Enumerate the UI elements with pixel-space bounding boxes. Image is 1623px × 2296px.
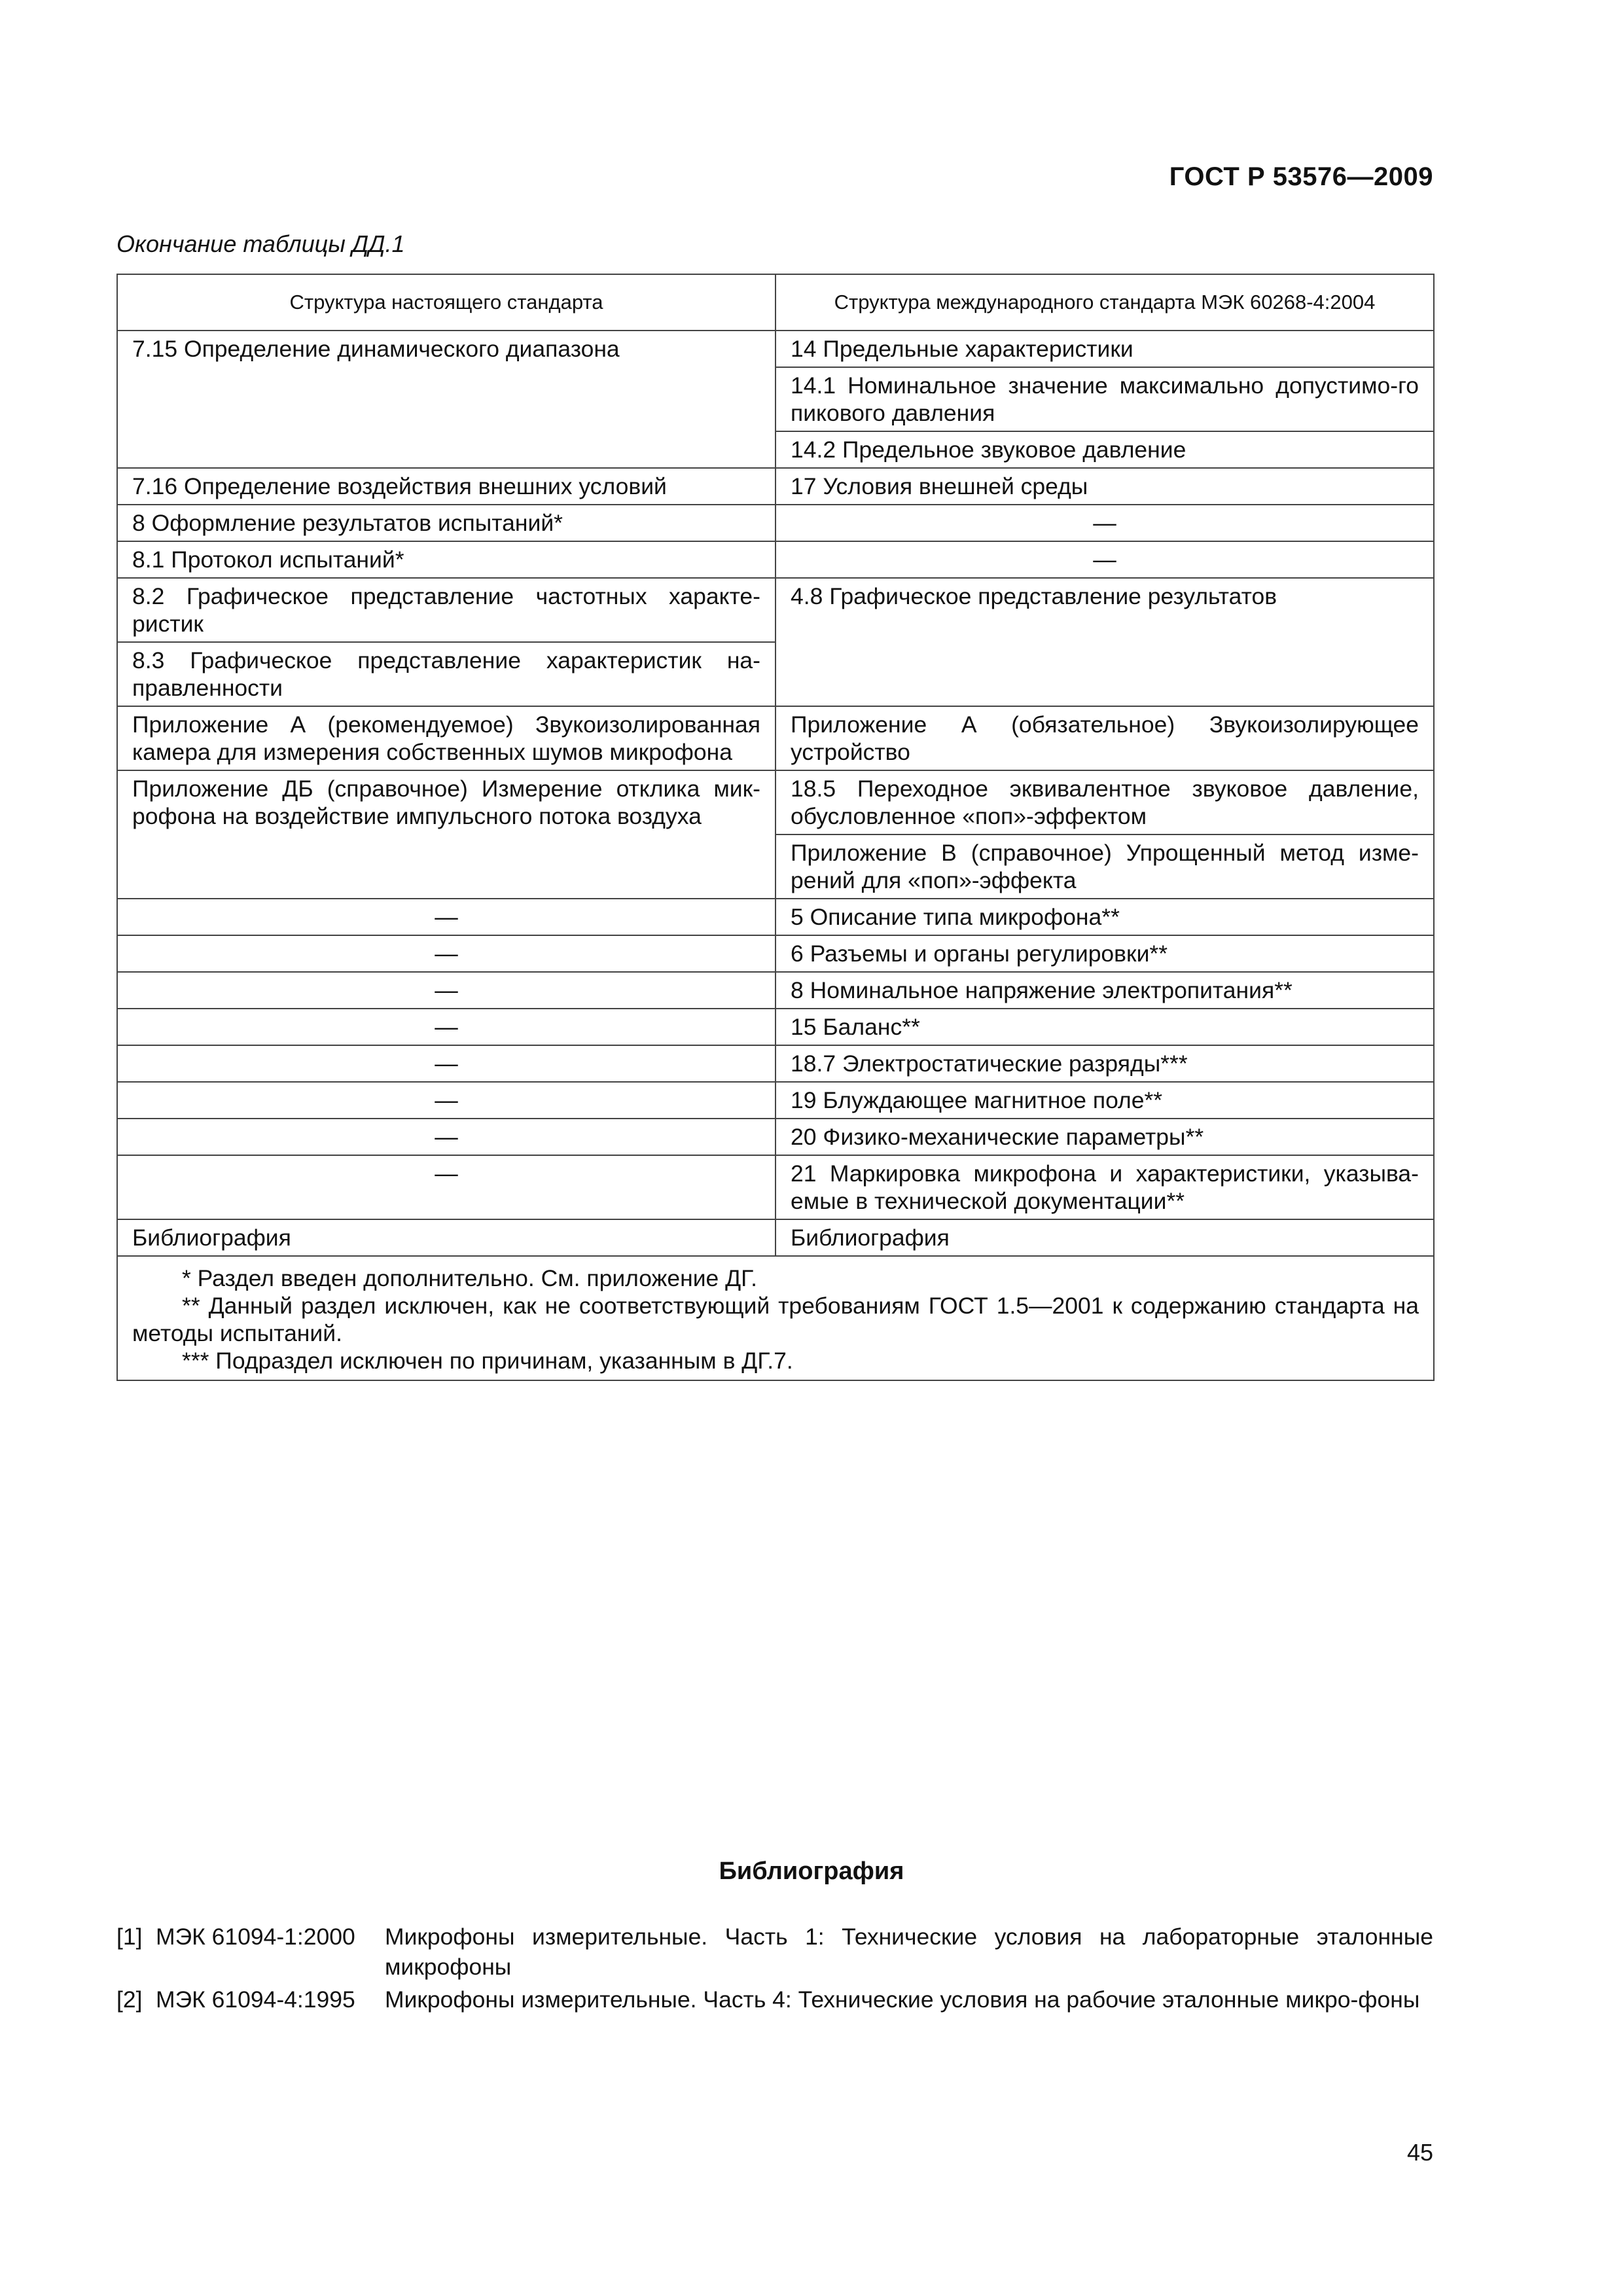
table-cell-right: Библиография	[776, 1219, 1434, 1256]
table-cell-left: —	[117, 935, 776, 972]
table-row	[117, 1082, 1434, 1119]
table-notes-row	[117, 1256, 1434, 1380]
table-header-row	[117, 274, 1434, 331]
table-cell-right: Приложение В (справочное) Упрощенный метод изме-рений для «поп»-эффекта	[776, 834, 1434, 899]
table-row	[117, 972, 1434, 1009]
table-cell-right: 20 Физико-механические параметры**	[776, 1119, 1434, 1155]
column-header-current-standard: Структура настоящего стандарта	[117, 274, 776, 331]
table-row	[117, 899, 1434, 935]
table-row	[117, 1009, 1434, 1045]
table-cell-right: 14.2 Предельное звуковое давление	[776, 431, 1434, 468]
table-cell-right: 18.5 Переходное эквивалентное звуковое давление, обусловленное «поп»-эффектом	[776, 770, 1434, 834]
table-cell-left: Приложение ДБ (справочное) Измерение отклика мик-рофона на воздействие импульсного потока воздуха	[117, 770, 776, 899]
table-notes	[117, 1256, 1434, 1380]
table-row	[117, 770, 1434, 834]
table-row	[117, 541, 1434, 578]
table-cell-right: 6 Разъемы и органы регулировки**	[776, 935, 1434, 972]
bibliography-item-text: Микрофоны измерительные. Часть 1: Технические условия на лабораторные эталонные микрофоны	[385, 1924, 1433, 1980]
table-cell-right: 14.1 Номинальное значение максимально допустимо-го пикового давления	[776, 367, 1434, 431]
table-cell-right: 17 Условия внешней среды	[776, 468, 1434, 505]
table-cell-left: 7.16 Определение воздействия внешних условий	[117, 468, 776, 505]
table-row	[117, 468, 1434, 505]
table-row	[117, 1155, 1434, 1219]
bibliography-item-code: МЭК 61094-1:2000	[156, 1924, 355, 1950]
table-cell-left: Библиография	[117, 1219, 776, 1256]
table-cell-left: —	[117, 1155, 776, 1219]
table-cell-right: 15 Баланс**	[776, 1009, 1434, 1045]
table-row	[117, 578, 1434, 642]
table-caption: Окончание таблицы ДД.1	[116, 230, 405, 257]
bibliography-item-number: [1]	[116, 1924, 143, 1950]
table-cell-left: —	[117, 1119, 776, 1155]
table-cell-left: —	[117, 899, 776, 935]
table-row	[117, 331, 1434, 367]
bibliography-item	[116, 1984, 1433, 2015]
bibliography-title: Библиография	[719, 1857, 904, 1885]
table-cell-right: 14 Предельные характеристики	[776, 331, 1434, 367]
document-code: ГОСТ Р 53576—2009	[1169, 162, 1433, 191]
table-cell-left: Приложение А (рекомендуемое) Звукоизолированная камера для измерения собственных шумов микрофона	[117, 706, 776, 770]
table-row	[117, 1045, 1434, 1082]
table-row	[117, 935, 1434, 972]
table-cell-left: —	[117, 1045, 776, 1082]
table-cell-left: 8.2 Графическое представление частотных характе-ристик	[117, 578, 776, 642]
column-header-international-standard: Структура международного стандарта МЭК 60268-4:2004	[776, 274, 1434, 331]
table-cell-right: 8 Номинальное напряжение электропитания**	[776, 972, 1434, 1009]
table-note: * Раздел введен дополнительно. См. приложение ДГ.	[182, 1265, 757, 1291]
table-cell-left: 8 Оформление результатов испытаний*	[117, 505, 776, 541]
table-cell-right: 4.8 Графическое представление результатов	[776, 578, 1434, 706]
table-cell-right: 19 Блуждающее магнитное поле**	[776, 1082, 1434, 1119]
bibliography-item	[116, 1922, 1433, 1982]
table-row	[117, 1219, 1434, 1256]
table-cell-right: Приложение А (обязательное) Звукоизолирующее устройство	[776, 706, 1434, 770]
table-cell-right: 5 Описание типа микрофона**	[776, 899, 1434, 935]
table-note: *** Подраздел исключен по причинам, указанным в ДГ.7.	[182, 1348, 793, 1374]
table-cell-left: —	[117, 1082, 776, 1119]
bibliography-item-text: Микрофоны измерительные. Часть 4: Технические условия на рабочие эталонные микро-фоны	[385, 1986, 1420, 2013]
table-row	[117, 505, 1434, 541]
bibliography-item-code: МЭК 61094-4:1995	[156, 1986, 355, 2013]
table-note: ** Данный раздел исключен, как не соответствующий требованиям ГОСТ 1.5—2001 к содержанию стандарта на методы испытаний.	[132, 1293, 1419, 1346]
table-cell-right: 18.7 Электростатические разряды***	[776, 1045, 1434, 1082]
table-cell-left: 7.15 Определение динамического диапазона	[117, 331, 776, 468]
table-cell-left: —	[117, 1009, 776, 1045]
table-row	[117, 706, 1434, 770]
table-cell-left: 8.3 Графическое представление характеристик на-правленности	[117, 642, 776, 706]
bibliography-item-number: [2]	[116, 1986, 143, 2013]
bibliography-list	[116, 1922, 1433, 2017]
table-cell-right: —	[776, 541, 1434, 578]
table-cell-right: 21 Маркировка микрофона и характеристики, указыва-емые в технической документации**	[776, 1155, 1434, 1219]
table-row	[117, 1119, 1434, 1155]
table-cell-right: —	[776, 505, 1434, 541]
page-number: 45	[1406, 2139, 1433, 2166]
table-cell-left: —	[117, 972, 776, 1009]
correspondence-table	[116, 274, 1435, 1381]
table-cell-left: 8.1 Протокол испытаний*	[117, 541, 776, 578]
